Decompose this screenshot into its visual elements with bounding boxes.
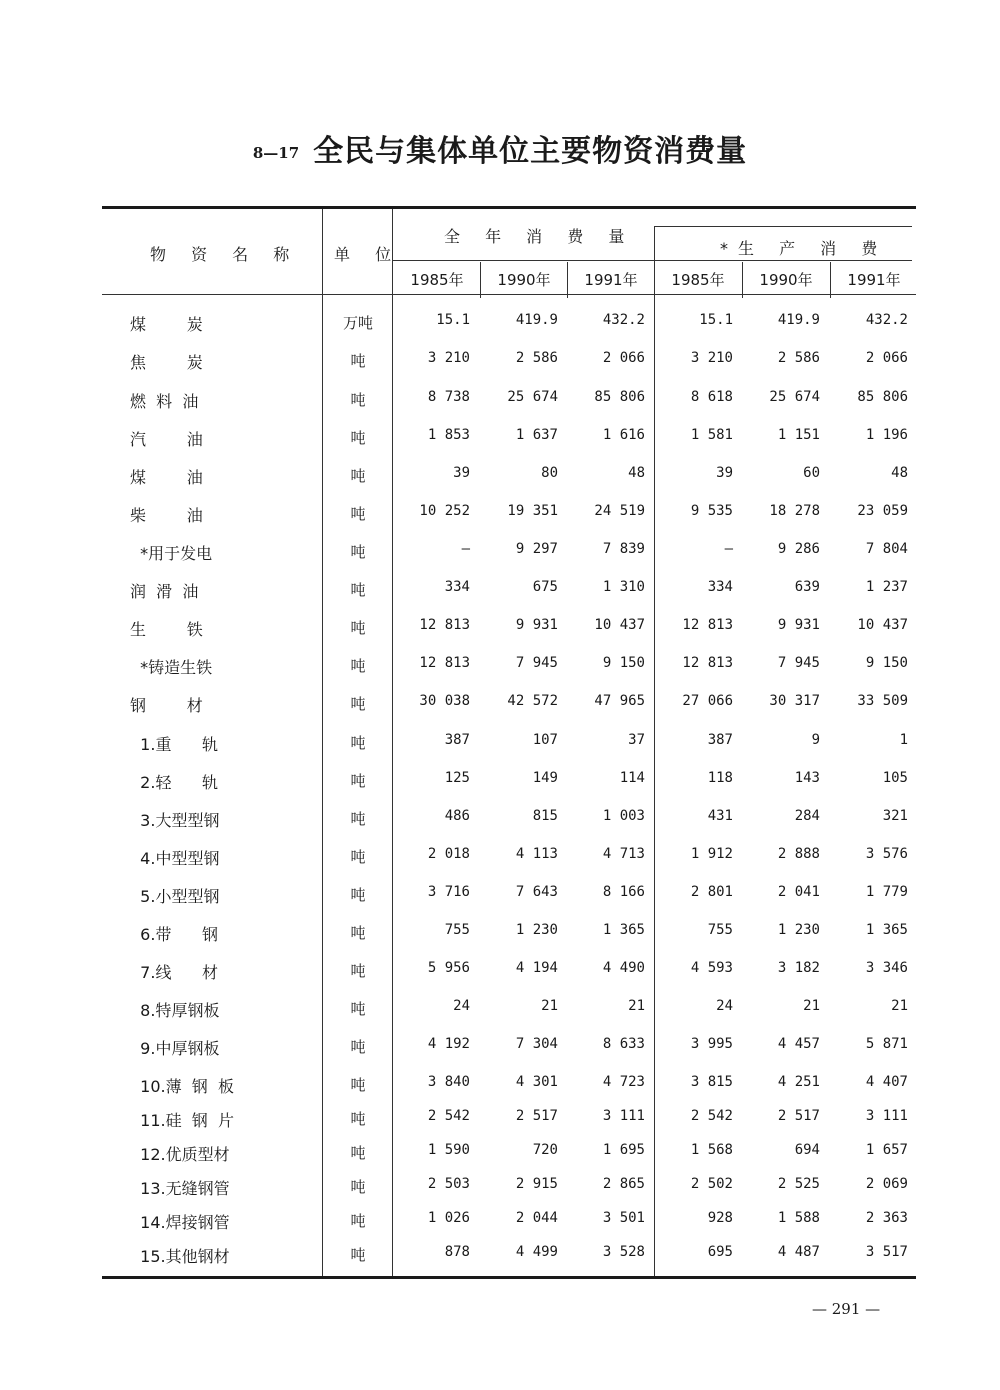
- cell: 1 588: [777, 1210, 820, 1226]
- year-header: 1985年: [410, 271, 464, 289]
- cell: 37: [628, 732, 645, 748]
- table-row: [0, 1176, 1000, 1206]
- cell: 7 945: [777, 655, 820, 671]
- cell: 1 779: [865, 884, 908, 900]
- row-unit: 吨: [350, 1178, 366, 1196]
- year-header: 1985年: [671, 271, 725, 289]
- cell: 18 278: [769, 503, 820, 519]
- page-number: — 291 —: [812, 1300, 881, 1318]
- cell: 8 633: [602, 1036, 645, 1052]
- cell: 15.1: [436, 312, 470, 328]
- row-unit: 吨: [350, 505, 366, 523]
- cell: 21: [628, 998, 645, 1014]
- row-name: 5.小型型钢: [130, 887, 220, 906]
- cell: 7 304: [515, 1036, 558, 1052]
- row-unit: 吨: [350, 924, 366, 942]
- cell: 1 581: [690, 427, 733, 443]
- cell: 695: [707, 1244, 733, 1260]
- cell: 284: [794, 808, 820, 824]
- cell: 85 806: [857, 389, 908, 405]
- row-unit: 吨: [350, 657, 366, 675]
- row-name: 钢 材: [130, 696, 203, 715]
- cell: 4 487: [777, 1244, 820, 1260]
- cell: 8 618: [690, 389, 733, 405]
- cell: 419.9: [515, 312, 558, 328]
- cell: 419.9: [777, 312, 820, 328]
- top-rule: [102, 206, 916, 209]
- cell: 2 517: [515, 1108, 558, 1124]
- table-row: [0, 846, 1000, 876]
- cell: 2 503: [427, 1176, 470, 1192]
- cell: 2 801: [690, 884, 733, 900]
- cell: 2 888: [777, 846, 820, 862]
- cell: 42 572: [507, 693, 558, 709]
- cell: 3 517: [865, 1244, 908, 1260]
- cell: 21: [803, 998, 820, 1014]
- cell: 334: [444, 579, 470, 595]
- row-unit: 吨: [350, 1212, 366, 1230]
- cell: 3 182: [777, 960, 820, 976]
- row-name: 1.重 轨: [130, 735, 218, 754]
- cell: 15.1: [699, 312, 733, 328]
- cell: 27 066: [682, 693, 733, 709]
- cell: 47 965: [594, 693, 645, 709]
- cell: 19 351: [507, 503, 558, 519]
- row-name: 11.硅 钢 片: [130, 1111, 234, 1130]
- row-name: *铸造生铁: [130, 658, 213, 677]
- cell: 12 813: [682, 617, 733, 633]
- row-name: 汽 油: [130, 430, 203, 449]
- cell: 928: [707, 1210, 733, 1226]
- table-code: 8—17: [252, 144, 300, 162]
- row-name: 煤 油: [130, 468, 203, 487]
- cell: 4 490: [602, 960, 645, 976]
- cell: 4 723: [602, 1074, 645, 1090]
- cell: 2 018: [427, 846, 470, 862]
- table-row: [0, 579, 1000, 609]
- cell: 387: [707, 732, 733, 748]
- cell: 432.2: [865, 312, 908, 328]
- page-title: [0, 126, 1000, 170]
- cell: 3 528: [602, 1244, 645, 1260]
- cell: 39: [453, 465, 470, 481]
- row-name: 7.线 材: [130, 963, 218, 982]
- cell: 4 251: [777, 1074, 820, 1090]
- cell: 431: [707, 808, 733, 824]
- cell: 25 674: [769, 389, 820, 405]
- table-row: [0, 693, 1000, 723]
- year-header: 1990年: [759, 271, 813, 289]
- cell: 7 643: [515, 884, 558, 900]
- cell: 4 194: [515, 960, 558, 976]
- cell: 3 815: [690, 1074, 733, 1090]
- row-name: 润 滑 油: [130, 582, 199, 601]
- cell: 2 542: [427, 1108, 470, 1124]
- cell: 1 026: [427, 1210, 470, 1226]
- cell: 2 915: [515, 1176, 558, 1192]
- cell: —: [461, 541, 470, 557]
- table-row: [0, 617, 1000, 647]
- cell: 25 674: [507, 389, 558, 405]
- row-unit: 吨: [350, 429, 366, 447]
- table-row: [0, 1036, 1000, 1066]
- table-row: [0, 541, 1000, 571]
- cell: 2 586: [515, 350, 558, 366]
- cell: 1 151: [777, 427, 820, 443]
- cell: 2 586: [777, 350, 820, 366]
- row-name: 3.大型型钢: [130, 811, 220, 830]
- cell: 1 568: [690, 1142, 733, 1158]
- cell: 3 840: [427, 1074, 470, 1090]
- cell: 21: [891, 998, 908, 1014]
- table-row: [0, 1142, 1000, 1172]
- cell: 878: [444, 1244, 470, 1260]
- cell: 486: [444, 808, 470, 824]
- table-row: [0, 808, 1000, 838]
- table-row: [0, 503, 1000, 533]
- cell: 12 813: [682, 655, 733, 671]
- cell: 2 542: [690, 1108, 733, 1124]
- cell: 815: [532, 808, 558, 824]
- cell: 24: [716, 998, 733, 1014]
- table-row: [0, 312, 1000, 342]
- cell: 675: [532, 579, 558, 595]
- row-name: 9.中厚钢板: [130, 1039, 220, 1058]
- cell: 118: [707, 770, 733, 786]
- cell: 4 499: [515, 1244, 558, 1260]
- bottom-rule: [102, 1276, 916, 1279]
- cell: 755: [707, 922, 733, 938]
- table-row: [0, 1210, 1000, 1240]
- cell: 321: [882, 808, 908, 824]
- row-name: 15.其他钢材: [130, 1247, 230, 1266]
- cell: 12 813: [419, 655, 470, 671]
- cell: 9: [811, 732, 820, 748]
- cell: 149: [532, 770, 558, 786]
- row-unit: 吨: [350, 848, 366, 866]
- cell: 48: [628, 465, 645, 481]
- cell: 30 317: [769, 693, 820, 709]
- table-row: [0, 1108, 1000, 1138]
- table-row: [0, 427, 1000, 457]
- row-name: 4.中型型钢: [130, 849, 220, 868]
- cell: 107: [532, 732, 558, 748]
- cell: 720: [532, 1142, 558, 1158]
- divider-year-1: [480, 262, 481, 298]
- cell: 2 066: [602, 350, 645, 366]
- cell: 4 457: [777, 1036, 820, 1052]
- cell: 9 286: [777, 541, 820, 557]
- cell: 1 237: [865, 579, 908, 595]
- table-row: [0, 1074, 1000, 1104]
- row-name: 2.轻 轨: [130, 773, 218, 792]
- cell: 39: [716, 465, 733, 481]
- row-unit: 吨: [350, 352, 366, 370]
- cell: 114: [619, 770, 645, 786]
- header-unit: 单 位: [334, 245, 402, 264]
- cell: 10 252: [419, 503, 470, 519]
- cell: 9 535: [690, 503, 733, 519]
- cell: 3 501: [602, 1210, 645, 1226]
- cell: 4 113: [515, 846, 558, 862]
- cell: 7 839: [602, 541, 645, 557]
- cell: 4 301: [515, 1074, 558, 1090]
- row-name: 12.优质型材: [130, 1145, 230, 1164]
- cell: 2 044: [515, 1210, 558, 1226]
- cell: 24: [453, 998, 470, 1014]
- row-unit: 吨: [350, 1038, 366, 1056]
- header-group1: 全 年 消 费 量: [444, 227, 635, 246]
- row-unit: 吨: [350, 695, 366, 713]
- group2-rule: [654, 260, 912, 261]
- cell: 3 346: [865, 960, 908, 976]
- cell: 125: [444, 770, 470, 786]
- row-name: 13.无缝钢管: [130, 1179, 230, 1198]
- cell: 7 804: [865, 541, 908, 557]
- row-name: 煤 炭: [130, 315, 203, 334]
- cell: 1 230: [515, 922, 558, 938]
- cell: 7 945: [515, 655, 558, 671]
- row-unit: 吨: [350, 1110, 366, 1128]
- cell: 3 210: [427, 350, 470, 366]
- header-name: 物 资 名 称: [150, 245, 300, 264]
- cell: 33 509: [857, 693, 908, 709]
- row-name: 6.带 钢: [130, 925, 218, 944]
- row-unit: 吨: [350, 543, 366, 561]
- row-unit: 万吨: [342, 314, 373, 332]
- divider-year-4: [742, 262, 743, 298]
- cell: 105: [882, 770, 908, 786]
- cell: 1 657: [865, 1142, 908, 1158]
- cell: 4 407: [865, 1074, 908, 1090]
- row-name: 生 铁: [130, 620, 203, 639]
- table-row: [0, 770, 1000, 800]
- table-row: [0, 960, 1000, 990]
- row-unit: 吨: [350, 619, 366, 637]
- cell: 1 637: [515, 427, 558, 443]
- row-unit: 吨: [350, 467, 366, 485]
- row-name: 焦 炭: [130, 353, 203, 372]
- cell: 9 150: [602, 655, 645, 671]
- cell: 694: [794, 1142, 820, 1158]
- cell: 1 616: [602, 427, 645, 443]
- group2-rule-top: [654, 226, 912, 227]
- cell: 9 931: [777, 617, 820, 633]
- row-name: *用于发电: [130, 544, 213, 563]
- cell: 2 069: [865, 1176, 908, 1192]
- cell: 1 003: [602, 808, 645, 824]
- cell: 432.2: [602, 312, 645, 328]
- cell: 2 041: [777, 884, 820, 900]
- cell: 23 059: [857, 503, 908, 519]
- cell: 9 297: [515, 541, 558, 557]
- cell: 2 502: [690, 1176, 733, 1192]
- cell: 5 871: [865, 1036, 908, 1052]
- cell: 60: [803, 465, 820, 481]
- cell: 2 066: [865, 350, 908, 366]
- divider-year-2: [567, 262, 568, 298]
- cell: 1 196: [865, 427, 908, 443]
- table-row: [0, 998, 1000, 1028]
- cell: 1: [899, 732, 908, 748]
- cell: 12 813: [419, 617, 470, 633]
- cell: 3 995: [690, 1036, 733, 1052]
- row-unit: 吨: [350, 391, 366, 409]
- row-unit: 吨: [350, 581, 366, 599]
- table-row: [0, 350, 1000, 380]
- cell: 1 590: [427, 1142, 470, 1158]
- cell: 10 437: [857, 617, 908, 633]
- row-name: 8.特厚钢板: [130, 1001, 220, 1020]
- cell: 2 525: [777, 1176, 820, 1192]
- cell: 5 956: [427, 960, 470, 976]
- cell: 639: [794, 579, 820, 595]
- cell: 1 853: [427, 427, 470, 443]
- cell: 48: [891, 465, 908, 481]
- cell: 1 695: [602, 1142, 645, 1158]
- cell: 755: [444, 922, 470, 938]
- cell: 85 806: [594, 389, 645, 405]
- header-rule: [102, 294, 916, 295]
- table-row: [0, 465, 1000, 495]
- cell: —: [724, 541, 733, 557]
- cell: 8 738: [427, 389, 470, 405]
- table-row: [0, 922, 1000, 952]
- row-unit: 吨: [350, 962, 366, 980]
- cell: 10 437: [594, 617, 645, 633]
- table-row: [0, 732, 1000, 762]
- row-name: 10.薄 钢 板: [130, 1077, 234, 1096]
- row-unit: 吨: [350, 1144, 366, 1162]
- year-header: 1990年: [497, 271, 551, 289]
- cell: 3 111: [865, 1108, 908, 1124]
- year-header: 1991年: [584, 271, 638, 289]
- row-name: 柴 油: [130, 506, 203, 525]
- cell: 1 230: [777, 922, 820, 938]
- table-row: [0, 1244, 1000, 1274]
- cell: 1 365: [602, 922, 645, 938]
- cell: 2 363: [865, 1210, 908, 1226]
- cell: 8 166: [602, 884, 645, 900]
- row-unit: 吨: [350, 1076, 366, 1094]
- row-name: 燃 料 油: [130, 392, 199, 411]
- row-name: 14.焊接钢管: [130, 1213, 230, 1232]
- cell: 4 192: [427, 1036, 470, 1052]
- header-group2: *生 产 消 费: [720, 239, 888, 258]
- row-unit: 吨: [350, 772, 366, 790]
- year-header: 1991年: [847, 271, 901, 289]
- cell: 3 576: [865, 846, 908, 862]
- group1-rule: [392, 260, 654, 261]
- cell: 4 713: [602, 846, 645, 862]
- divider-year-5: [830, 262, 831, 298]
- cell: 30 038: [419, 693, 470, 709]
- cell: 2 517: [777, 1108, 820, 1124]
- table-row: [0, 389, 1000, 419]
- cell: 3 111: [602, 1108, 645, 1124]
- row-unit: 吨: [350, 886, 366, 904]
- table-row: [0, 884, 1000, 914]
- row-unit: 吨: [350, 1246, 366, 1264]
- row-unit: 吨: [350, 810, 366, 828]
- cell: 1 365: [865, 922, 908, 938]
- cell: 1 310: [602, 579, 645, 595]
- cell: 80: [541, 465, 558, 481]
- cell: 3 716: [427, 884, 470, 900]
- cell: 1 912: [690, 846, 733, 862]
- cell: 4 593: [690, 960, 733, 976]
- cell: 24 519: [594, 503, 645, 519]
- cell: 2 865: [602, 1176, 645, 1192]
- cell: 387: [444, 732, 470, 748]
- row-unit: 吨: [350, 1000, 366, 1018]
- cell: 9 150: [865, 655, 908, 671]
- cell: 21: [541, 998, 558, 1014]
- row-unit: 吨: [350, 734, 366, 752]
- cell: 334: [707, 579, 733, 595]
- cell: 143: [794, 770, 820, 786]
- table-row: [0, 655, 1000, 685]
- table-title: 全民与集体单位主要物资消费量: [313, 134, 748, 169]
- cell: 3 210: [690, 350, 733, 366]
- cell: 9 931: [515, 617, 558, 633]
